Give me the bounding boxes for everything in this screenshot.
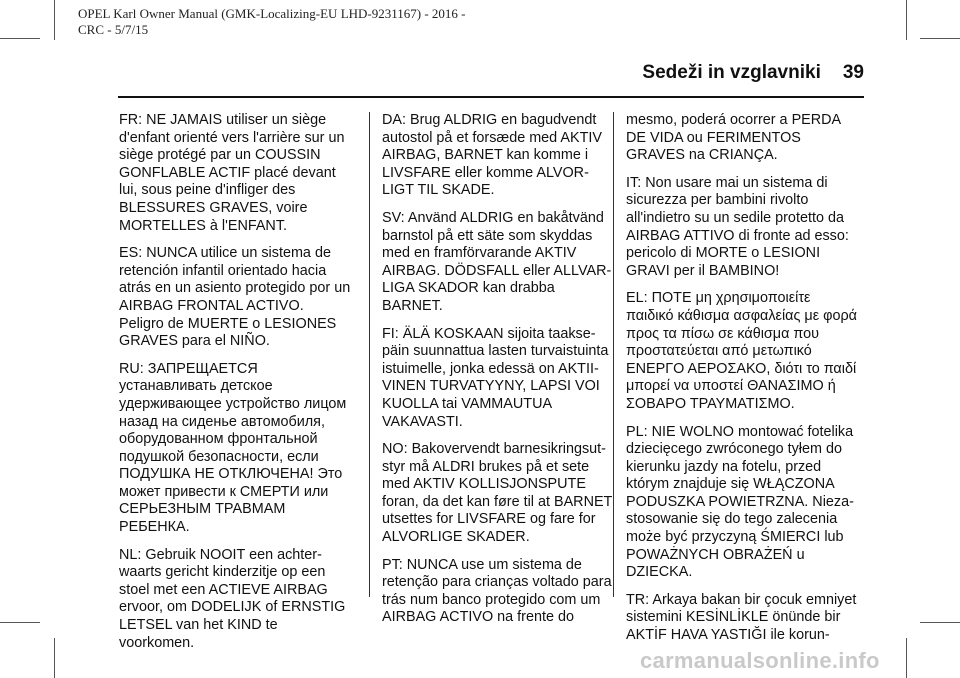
- crop-mark: [0, 622, 40, 623]
- watermark-text: carmanualsonline.info: [640, 648, 880, 673]
- paragraph-fr: FR: NE JAMAIS utiliser un siège d'enfant orienté vers l'arrière sur un siège protégé par un COUSSIN GONFLABLE ACTIF placé devant lui, sous peine d'infliger des BLESSURES GRAVES, voire MORTELLES à l'ENFANT.: [119, 112, 345, 234]
- paragraph-pt: PT: NUNCA use um sistema de retenção para crianças voltado para trás num banco protegido com um AIRBAG ACTIVO na frente do: [382, 556, 612, 626]
- text-column-3: [626, 112, 872, 655]
- paragraph-sv: SV: Använd ALDRIG en bakåtvänd barnstol på ett säte som skyddas med en framförvarande AKTIV AIRBAG. DÖDSFALL eller ALLVAR- LIGA SKADOR kan drabba BARNET.: [382, 209, 612, 314]
- paragraph-da: DA: Brug ALDRIG en bagudvendt autostol på et forsæde med AKTIV AIRBAG, BARNET kan komme i LIVSFARE eller komme ALVOR- LIGT TIL SKADE.: [382, 112, 602, 199]
- header-rule: [118, 96, 864, 98]
- paragraph-it: IT: Non usare mai un sistema di sicurezza per bambini rivolto all'indietro su un sedile protetto da AIRBAG ATTIVO di fronte ad esso: pericolo di MORTE o LESIONI GRAVI per il BAMBINO!: [626, 174, 849, 279]
- paragraph-pl: PL: NIE WOLNO montować fotelika dziecięcego zwróconego tyłem do kierunku jazdy na fotelu, przed którym znajduje się WŁĄCZONA PODUSZKA POWIETRZNA. Nieza- stosowanie się do tego zalecenia może być przyczyną ŚMIERCI lub POWAŻNYCH OBRAŻEŃ u DZIECKA.: [626, 423, 854, 581]
- column-divider: [613, 112, 614, 597]
- crop-mark: [906, 0, 907, 40]
- paragraph-ru: RU: ЗАПРЕЩАЕТСЯ устанавливать детское удерживающее устройство лицом назад на сиденье автомобиля, оборудованном фронтальной подушкой безопасности, если ПОДУШКА НЕ ОТКЛЮЧЕНА! Это может привести к СМЕРТИ или СЕРЬЕЗНЫМ ТРАВМАМ РЕБЕНКА.: [119, 360, 347, 536]
- crop-mark: [54, 0, 55, 40]
- running-head: [642, 62, 864, 84]
- crop-mark: [906, 638, 907, 678]
- text-column-2: [382, 112, 628, 637]
- paragraph-fi: FI: ÄLÄ KOSKAAN sijoita taakse- päin suunnattua lasten turvaistuinta istuimelle, jonka edessä on AKTII- VINEN TURVATYYNY, LAPSI VOI KUOLLA tai VAMMAUTUA VAKAVASTI.: [382, 325, 609, 430]
- paragraph-el: EL: ΠΟΤΕ μη χρησιμοποιείτε παιδικό κάθισμα ασφαλείας με φορά προς τα πίσω σε κάθισμα που προστατεύεται από μετωπικό ΕΝΕΡΓΟ ΑΕΡΟΣΑΚΟ, διότι το παιδί μπορεί να υποστεί ΘΑΝΑΣΙΜΟ ή ΣΟΒΑΡΟ ΤΡΑΥΜΑΤΙΣΜΟ.: [626, 290, 857, 412]
- document-meta: OPEL Karl Owner Manual (GMK-Localizing-EU LHD-9231167) - 2016 - CRC - 5/7/15: [78, 6, 466, 37]
- section-title: Sedeži in vzglavniki: [642, 62, 821, 83]
- crop-mark: [920, 38, 960, 39]
- crop-mark: [0, 38, 40, 39]
- paragraph-no: NO: Bakovervendt barnesikringsut- styr må ALDRI brukes på et sete med AKTIV KOLLISJONSPUTE foran, da det kan føre til at BARNET utsettes for LIVSFARE og fare for ALVORLIGE SKADER.: [382, 441, 613, 546]
- paragraph-tr: TR: Arkaya bakan bir çocuk emniyet sistemini KESİNLİKLE önünde bir AKTİF HAVA YASTIĞI ile korun-: [626, 591, 857, 644]
- text-column-1: [119, 112, 365, 662]
- column-divider: [369, 112, 370, 597]
- page-number: 39: [842, 62, 864, 83]
- paragraph-pt-cont: mesmo, poderá ocorrer a PERDA DE VIDA ou FERIMENTOS GRAVES na CRIANÇA.: [626, 112, 842, 164]
- paragraph-nl: NL: Gebruik NOOIT een achter- waarts gericht kinderzitje op een stoel met een ACTIEVE AIRBAG ervoor, om DODELIJK of ERNSTIG LETSEL van het KIND te voorkomen.: [119, 546, 346, 651]
- crop-mark: [54, 638, 55, 678]
- paragraph-es: ES: NUNCA utilice un sistema de retención infantil orientado hacia atrás en un asiento protegido por un AIRBAG FRONTAL ACTIVO. Peligro de MUERTE o LESIONES GRAVES para el NIÑO.: [119, 245, 351, 350]
- crop-mark: [920, 622, 960, 623]
